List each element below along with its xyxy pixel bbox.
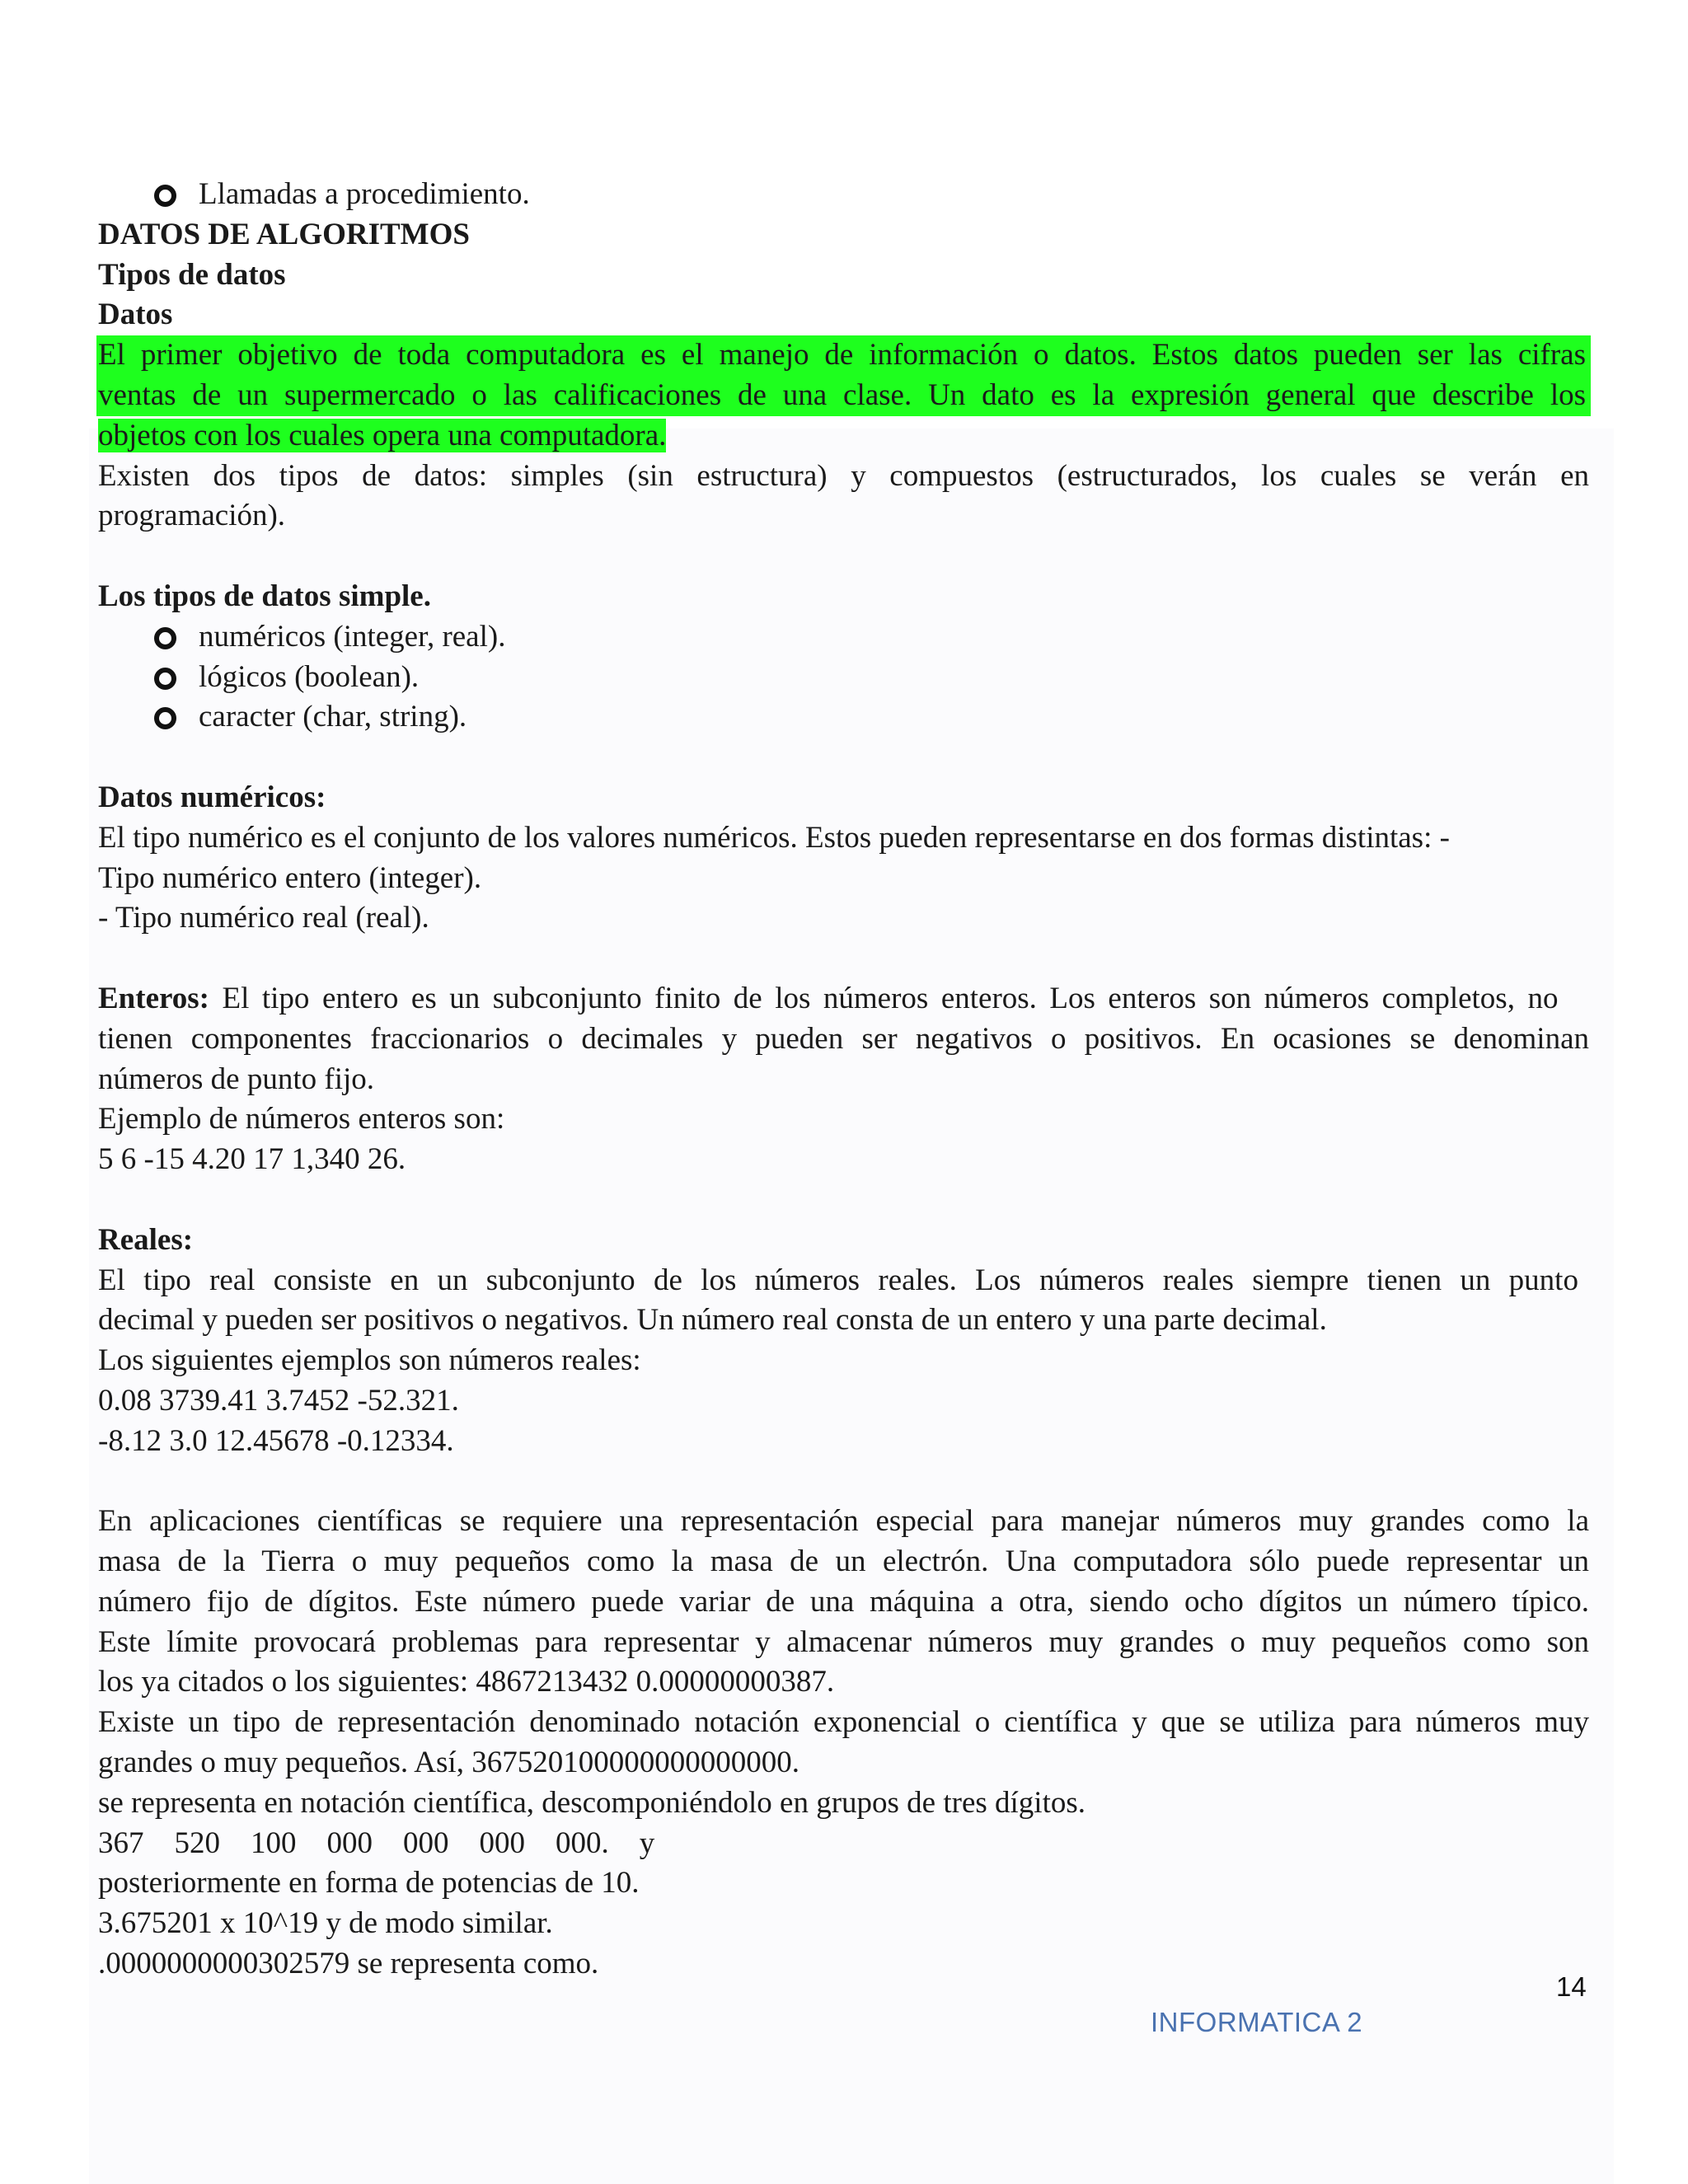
paragraph-line: número fijo de dígitos. Este número puede variar de una máquina a otra, siendo ocho dígitos un número típico. bbox=[98, 1584, 1589, 1619]
spacer bbox=[98, 1462, 1589, 1502]
highlighted-line: ventas de un supermercado o las calificaciones de una clase. Un dato es la expresión general que describe los bbox=[96, 376, 1591, 416]
number-examples: 0.08 3739.41 3.7452 -52.321. bbox=[98, 1383, 459, 1418]
paragraph-line: tienen componentes fraccionarios o decimales y pueden ser negativos o positivos. En ocasiones se denominan bbox=[98, 1021, 1589, 1056]
paragraph-line: programación). bbox=[98, 499, 286, 533]
paragraph-line: grandes o muy pequeños. Así, 367520100000000000000. bbox=[98, 1746, 799, 1780]
numeric-heading: Datos numéricos: bbox=[98, 780, 326, 814]
paragraph-line: Este límite provocará problemas para representar y almacenar números muy grandes o muy pequeños como son bbox=[98, 1624, 1589, 1659]
paragraph-line bbox=[98, 1221, 1589, 1301]
spacer bbox=[98, 1180, 1589, 1221]
number-examples: -8.12 3.0 12.45678 -0.12334. bbox=[98, 1423, 454, 1458]
spacer bbox=[98, 537, 1589, 577]
subsection-heading: Tipos de datos bbox=[98, 257, 286, 292]
footer-title: INFORMATICA 2 bbox=[1151, 2007, 1363, 2037]
circle-bullet-icon bbox=[154, 185, 176, 207]
reals-label: Reales: bbox=[98, 1222, 194, 1257]
paragraph-line: Existen dos tipos de datos: simples (sin estructura) y compuestos (estructurados, los cuales se verán en bbox=[98, 458, 1589, 493]
paragraph-line: Ejemplo de números enteros son: bbox=[98, 1102, 505, 1137]
paragraph-line bbox=[98, 979, 1589, 1019]
paragraph-line: posteriormente en forma de potencias de 10. bbox=[98, 1866, 640, 1900]
integers-label: Enteros: bbox=[98, 981, 209, 1015]
reals-text: El tipo real consiste en un subconjunto de los números reales. Los números reales siempre tienen un punto bbox=[98, 1263, 1578, 1297]
list-item-text: numéricos (integer, real). bbox=[199, 619, 506, 654]
highlighted-line: objetos con los cuales opera una computadora. bbox=[98, 418, 667, 452]
paragraph-line: Tipo numérico entero (integer). bbox=[98, 860, 482, 895]
circle-bullet-icon bbox=[154, 707, 176, 729]
number-examples: 5 6 -15 4.20 17 1,340 26. bbox=[98, 1142, 406, 1177]
paragraph-line: 3.675201 x 10^19 y de modo similar. bbox=[98, 1906, 553, 1941]
paragraph-line: los ya citados o los siguientes: 4867213432 0.00000000387. bbox=[98, 1665, 835, 1699]
document-body bbox=[98, 175, 1589, 1985]
integers-text: El tipo entero es un subconjunto finito de los números enteros. Los enteros son números completos, no bbox=[209, 981, 1559, 1015]
paragraph-line: decimal y pueden ser positivos o negativos. Un número real consta de un entero y una parte decimal. bbox=[98, 1303, 1327, 1338]
paragraph-line: números de punto fijo. bbox=[98, 1062, 375, 1096]
paragraph-line: En aplicaciones científicas se requiere una representación especial para manejar números muy grandes como la bbox=[98, 1504, 1589, 1539]
paragraph-line: - Tipo numérico real (real). bbox=[98, 901, 429, 935]
list-item-text: caracter (char, string). bbox=[199, 700, 467, 734]
paragraph-line: El tipo numérico es el conjunto de los valores numéricos. Estos pueden representarse en dos formas distintas: - bbox=[98, 820, 1450, 855]
circle-bullet-icon bbox=[154, 627, 176, 649]
paragraph-line: Los siguientes ejemplos son números reales: bbox=[98, 1343, 641, 1378]
highlighted-line: El primer objetivo de toda computadora es el manejo de información o datos. Estos datos pueden ser las cifras bbox=[96, 335, 1591, 376]
spacer bbox=[98, 738, 1589, 778]
subsection-heading-datos: Datos bbox=[98, 298, 173, 332]
paragraph-line: Existe un tipo de representación denominado notación exponencial o científica y que se utiliza para números muy bbox=[98, 1705, 1589, 1740]
page-number: 14 bbox=[1556, 1971, 1587, 2002]
digit-groups: 367 520 100 000 000 000 000. y bbox=[98, 1825, 655, 1860]
list-item-text: Llamadas a procedimiento. bbox=[199, 177, 530, 211]
paragraph-line: se representa en notación científica, descomponiéndolo en grupos de tres dígitos. bbox=[98, 1785, 1086, 1820]
highlighted-paragraph bbox=[98, 335, 1589, 456]
list-item bbox=[98, 175, 1589, 215]
spacer bbox=[98, 939, 1589, 979]
list-item bbox=[98, 617, 1589, 658]
section-heading: DATOS DE ALGORITMOS bbox=[98, 217, 470, 251]
list-item bbox=[98, 697, 1589, 738]
paragraph-line: masa de la Tierra o muy pequeños como la masa de un electrón. Una computadora sólo puede representar un bbox=[98, 1544, 1589, 1579]
list-item-text: lógicos (boolean). bbox=[199, 659, 420, 694]
paragraph-line: .0000000000302579 se representa como. bbox=[98, 1947, 599, 1981]
simple-types-heading: Los tipos de datos simple. bbox=[98, 579, 431, 613]
list-item bbox=[98, 658, 1589, 698]
circle-bullet-icon bbox=[154, 668, 176, 690]
